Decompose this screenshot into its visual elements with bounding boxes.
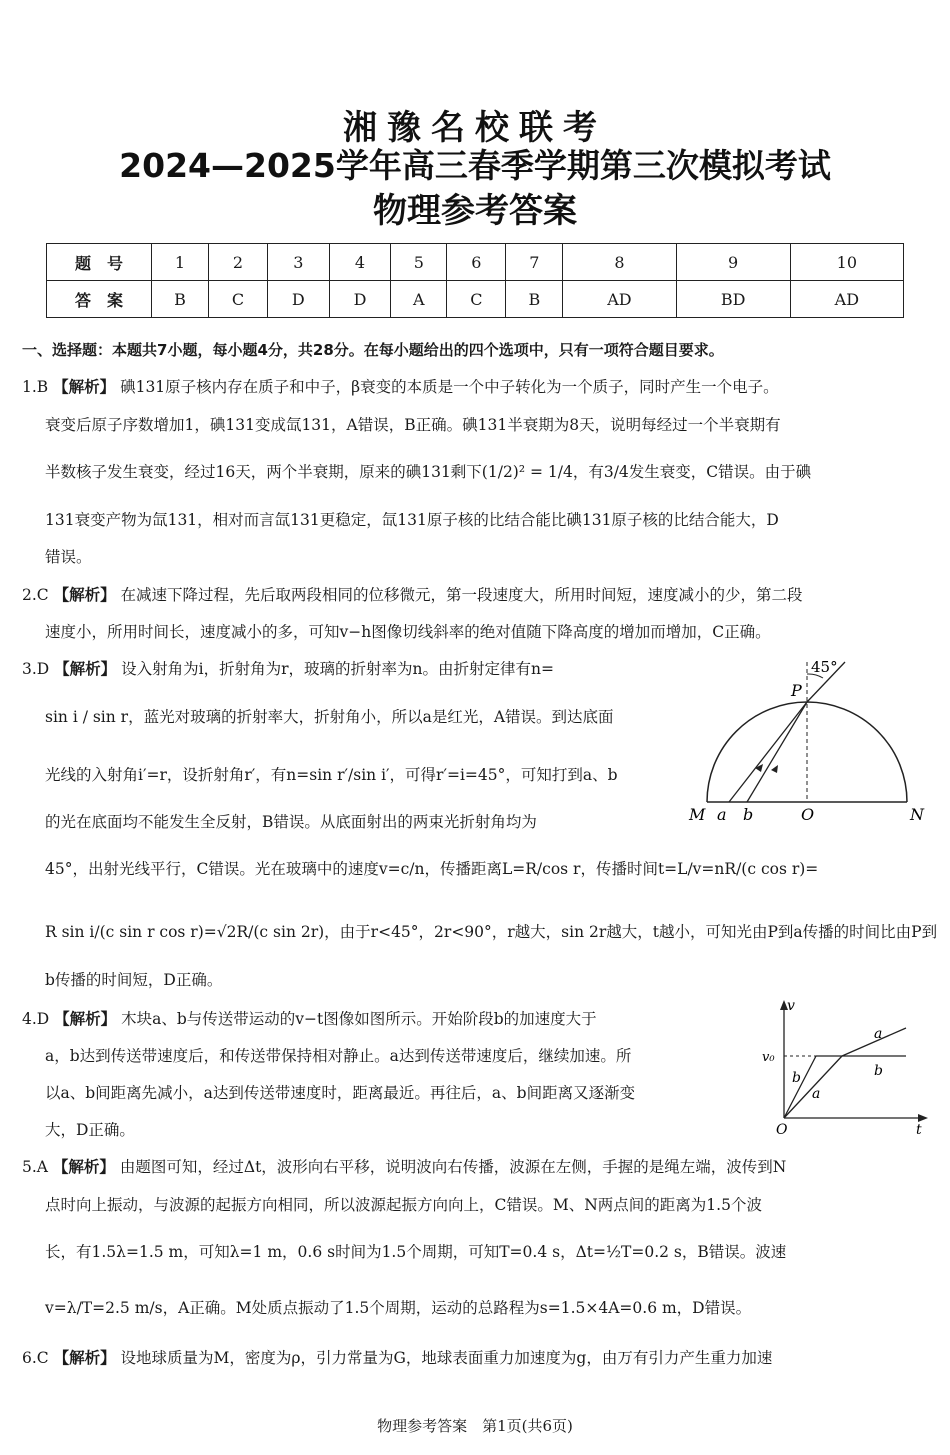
- point-label: P: [791, 681, 802, 700]
- document-title: 物理参考答案: [373, 191, 577, 231]
- point-label: a: [717, 805, 727, 824]
- question-text: 长，有1.5λ=1.5 m，可知λ=1 m，0.6 s时间为1.5个周期，可知T=0.4 s，Δt=½T=0.2 s，B错误。波速: [45, 1243, 787, 1261]
- refraction-diagram: [685, 652, 930, 827]
- question-text: 错误。: [45, 548, 92, 566]
- page-footer: 物理参考答案 第1页(共6页): [377, 1417, 573, 1435]
- axis-label: O: [776, 1122, 788, 1138]
- velocity-time-graph: [758, 998, 938, 1140]
- section-heading: 一、选择题：本题共7小题，每小题4分，共28分。在每小题给出的四个选项中，只有一项符合题目要求。: [22, 341, 724, 359]
- answer-cell: D: [329, 281, 391, 318]
- question-number-label: 6.C: [22, 1349, 49, 1367]
- question-number: 9: [676, 244, 790, 281]
- analysis-tag: 【解析】: [52, 1158, 115, 1176]
- question-text: 碘131原子核内存在质子和中子，β衰变的本质是一个中子转化为一个质子，同时产生一个电子。: [120, 378, 779, 396]
- arrow-a: [755, 764, 763, 772]
- question-text: R sin i/(c sin r cos r)=√2R/(c sin 2r)，由于r<45°，2r<90°，r越大，sin 2r越大，t越小，可知光由P到a传播的时间比由P到: [45, 923, 938, 941]
- question-number-label: 3.D: [22, 660, 50, 678]
- question-number: 5: [391, 244, 447, 281]
- question-text: 45°，出射光线平行，C错误。光在玻璃中的速度v=c/n，传播距离L=R/cos r，传播时间t=L/v=nR/(c cos r)=: [45, 860, 819, 878]
- curve-label: a: [874, 1026, 883, 1042]
- answer-cell: C: [447, 281, 506, 318]
- question-number: 6: [447, 244, 506, 281]
- analysis-tag: 【解析】: [54, 1010, 117, 1028]
- question-number: 2: [208, 244, 267, 281]
- axis-label: t: [916, 1122, 922, 1138]
- semicircle-outline: [707, 702, 907, 802]
- arrow-b: [771, 765, 778, 773]
- question-5-header: [22, 1155, 786, 1177]
- question-text: 由题图可知，经过Δt，波形向右平移，说明波向右传播，波源在左侧，手握的是绳左端，波传到N: [119, 1158, 787, 1176]
- answer-cell: AD: [790, 281, 903, 318]
- question-number-label: 5.A: [22, 1158, 48, 1176]
- question-number: 3: [268, 244, 330, 281]
- answer-cell: C: [208, 281, 267, 318]
- question-number: 1: [152, 244, 209, 281]
- curve-label: b: [792, 1070, 801, 1086]
- question-text: b传播的时间短，D正确。: [45, 971, 223, 989]
- question-text: 的光在底面均不能发生全反射，B错误。从底面射出的两束光折射角均为: [45, 813, 537, 831]
- row-label: 答 案: [47, 281, 152, 318]
- question-6-header: [22, 1346, 772, 1368]
- question-text: 131衰变产物为氙131，相对而言氙131更稳定，氙131原子核的比结合能比碘131原子核的比结合能大，D: [45, 511, 779, 529]
- question-4-header: [22, 1007, 597, 1029]
- question-text: 设入射角为i，折射角为r，玻璃的折射率为n。由折射定律有n=: [121, 660, 554, 678]
- question-text: sin i / sin r，蓝光对玻璃的折射率大，折射角小，所以a是红光，A错误。到达底面: [45, 708, 614, 726]
- analysis-tag: 【解析】: [53, 378, 116, 396]
- point-label: b: [743, 805, 754, 824]
- answer-cell: B: [152, 281, 209, 318]
- analysis-tag: 【解析】: [53, 1349, 116, 1367]
- question-3-header: [22, 657, 554, 679]
- question-text: 以a、b间距离先减小，a达到传送带速度时，距离最近。再往后，a、b间距离又逐渐变: [45, 1084, 636, 1102]
- axis-label: v: [787, 998, 795, 1014]
- answer-cell: BD: [676, 281, 790, 318]
- question-number-row: [47, 244, 904, 281]
- question-number: 8: [563, 244, 676, 281]
- question-text: 速度小，所用时间长，速度减小的多，可知v−h图像切线斜率的绝对值随下降高度的增加而增加，C正确。: [45, 623, 771, 641]
- question-text: 点时向上振动，与波源的起振方向相同，所以波源起振方向向上，C错误。M、N两点间的距离为1.5个波: [45, 1196, 762, 1214]
- answer-row: [47, 281, 904, 318]
- point-label: O: [801, 805, 815, 824]
- angle-label: 45°: [811, 658, 838, 676]
- exam-title: 2024—2025学年高三春季学期第三次模拟考试: [119, 146, 831, 185]
- curve-label: a: [812, 1086, 821, 1102]
- question-text: 衰变后原子序数增加1，碘131变成氙131，A错误，B正确。碘131半衰期为8天，说明每经过一个半衰期有: [45, 416, 781, 434]
- question-1-header: [22, 375, 779, 397]
- question-number-label: 1.B: [22, 378, 49, 396]
- row-label: 题 号: [47, 244, 152, 281]
- question-text: 大，D正确。: [45, 1121, 135, 1139]
- analysis-tag: 【解析】: [53, 586, 116, 604]
- t-axis-arrow: [918, 1114, 928, 1122]
- answer-table: [46, 243, 904, 318]
- school-alliance-title: 湘豫名校联考: [343, 108, 607, 148]
- question-text: v=λ/T=2.5 m/s，A正确。M处质点振动了1.5个周期，运动的总路程为s=1.5×4A=0.6 m，D错误。: [45, 1299, 752, 1317]
- question-number: 7: [506, 244, 563, 281]
- analysis-tag: 【解析】: [54, 660, 117, 678]
- point-label: N: [910, 805, 924, 824]
- point-label: M: [689, 805, 706, 824]
- question-text: 木块a、b与传送带运动的v−t图像如图所示。开始阶段b的加速度大于: [121, 1010, 597, 1028]
- answer-cell: A: [391, 281, 447, 318]
- question-text: 设地球质量为M，密度为ρ，引力常量为G，地球表面重力加速度为g，由万有引力产生重力加速: [120, 1349, 773, 1367]
- question-number-label: 2.C: [22, 586, 49, 604]
- answer-cell: AD: [563, 281, 676, 318]
- question-number: 4: [329, 244, 391, 281]
- question-number: 10: [790, 244, 903, 281]
- ray-a: [729, 702, 807, 802]
- question-text: 光线的入射角i′=r，设折射角r′，有n=sin r′/sin i′，可得r′=i=45°，可知打到a、b: [45, 766, 618, 784]
- question-text: 半数核子发生衰变，经过16天，两个半衰期，原来的碘131剩下(1/2)² = 1/4，有3/4发生衰变，C错误。由于碘: [45, 463, 812, 481]
- curve-label: b: [874, 1063, 883, 1079]
- question-text: a，b达到传送带速度后，和传送带保持相对静止。a达到传送带速度后，继续加速。所: [45, 1047, 632, 1065]
- question-2-header: [22, 583, 803, 605]
- question-text: 在减速下降过程，先后取两段相同的位移微元，第一段速度大，所用时间短，速度减小的少，第二段: [120, 586, 803, 604]
- question-number-label: 4.D: [22, 1010, 50, 1028]
- axis-label: v₀: [762, 1050, 775, 1065]
- ray-b: [747, 702, 807, 802]
- answer-cell: D: [268, 281, 330, 318]
- answer-cell: B: [506, 281, 563, 318]
